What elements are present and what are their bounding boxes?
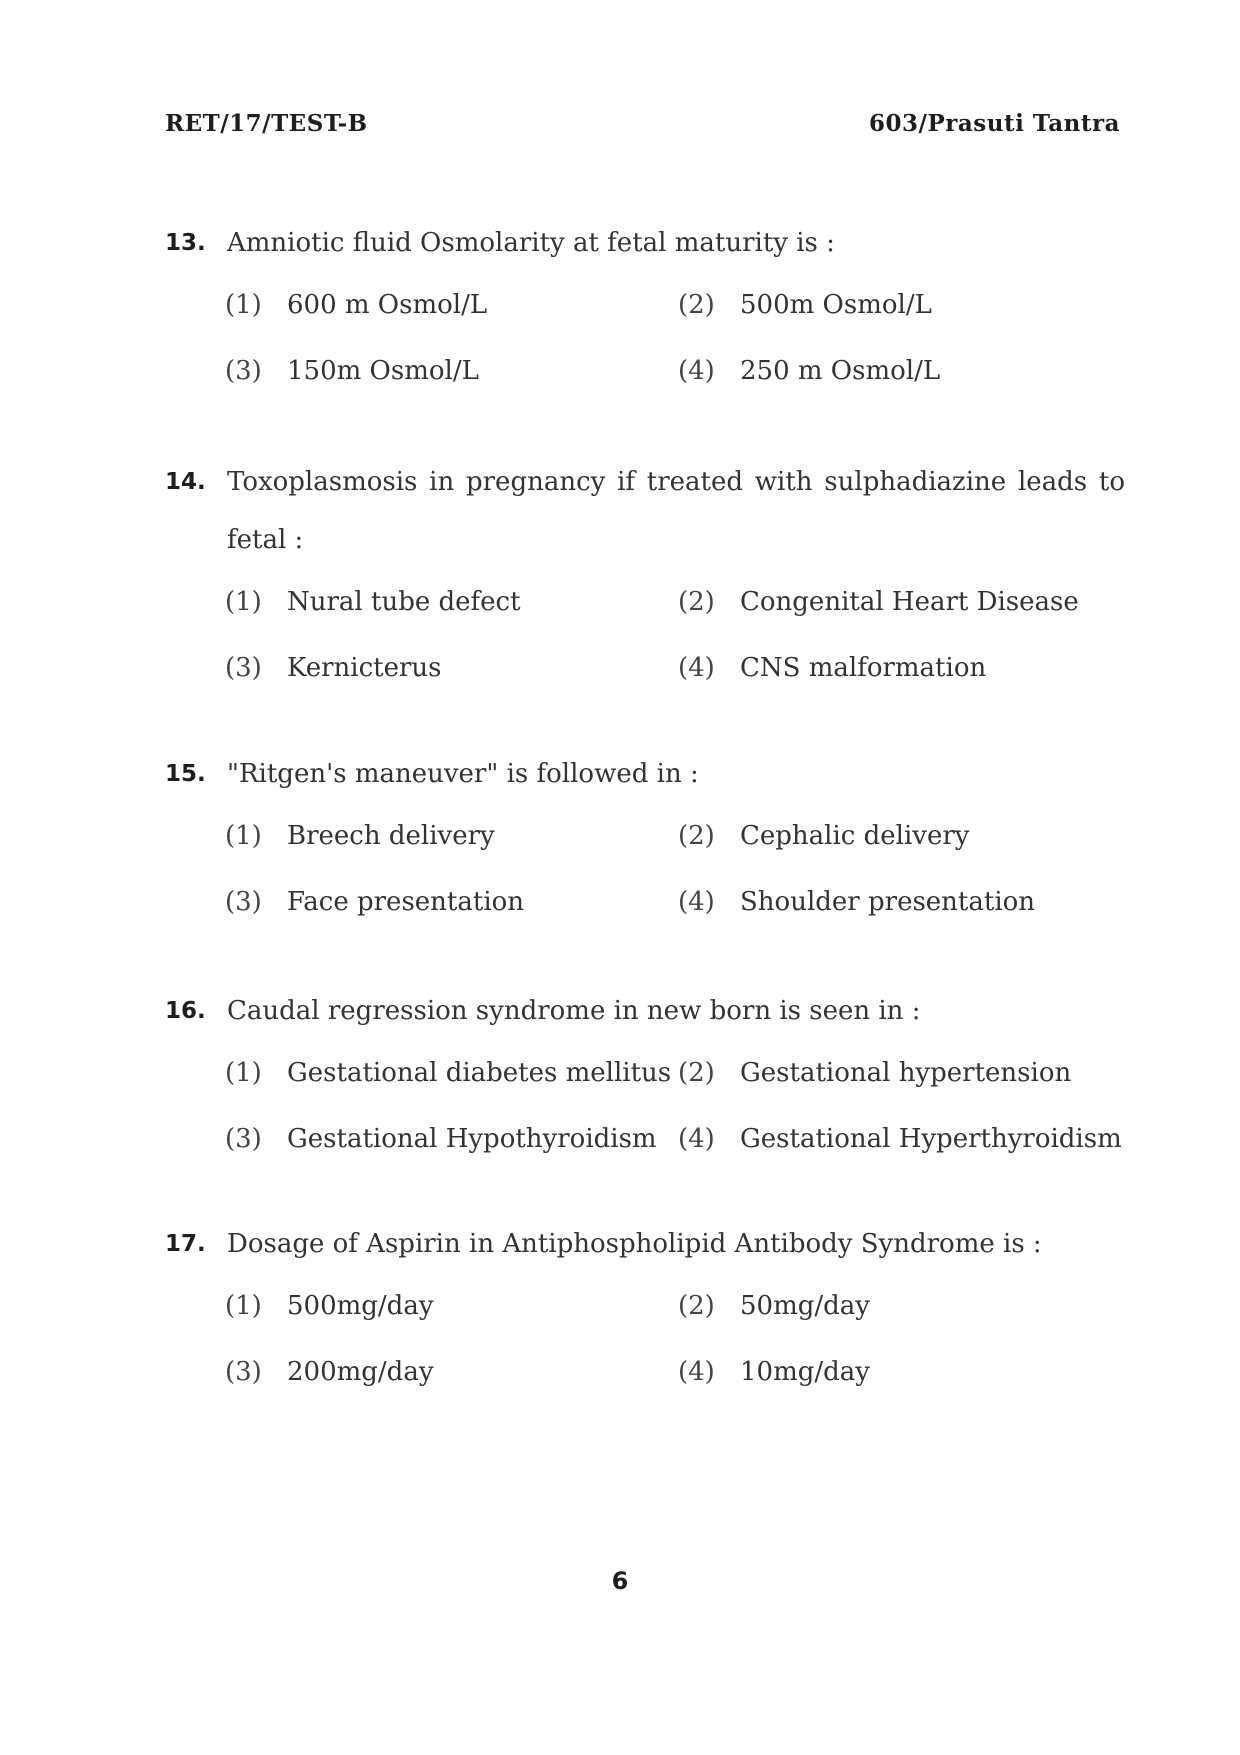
option-text: Gestational Hypothyroidism [287,1124,657,1154]
option-text: 150m Osmol/L [287,356,479,386]
question-number: 13. [165,230,206,256]
option-text: Congenital Heart Disease [740,587,1079,617]
option-text: 500m Osmol/L [740,290,932,320]
option-number: (2) [678,1291,715,1321]
option-number: (4) [678,887,715,917]
option-1 [225,1040,671,1106]
option-number: (1) [225,587,262,617]
option-text: 500mg/day [287,1291,434,1321]
option-number: (3) [225,1357,262,1387]
option-number: (3) [225,1124,262,1154]
option-text: Kernicterus [287,653,442,683]
option-text: 200mg/day [287,1357,434,1387]
option-4 [678,635,986,701]
question-text-continued: fetal : [227,525,304,555]
option-text: Gestational hypertension [740,1058,1072,1088]
question-text: "Ritgen's maneuver" is followed in : [227,759,699,789]
option-text: Face presentation [287,887,525,917]
option-number: (2) [678,1058,715,1088]
option-number: (1) [225,1058,262,1088]
option-1 [225,272,487,338]
question-14 [165,453,1125,701]
header-subject: 603/Prasuti Tantra [869,110,1120,137]
option-number: (1) [225,1291,262,1321]
option-3 [225,338,479,404]
option-text: Cephalic delivery [740,821,970,851]
option-2 [678,272,932,338]
option-number: (2) [678,587,715,617]
question-number: 15. [165,761,206,787]
option-text: Gestational Hyperthyroidism [740,1124,1122,1154]
option-1 [225,569,521,635]
option-text: 250 m Osmol/L [740,356,941,386]
option-number: (4) [678,1357,715,1387]
option-text: Gestational diabetes mellitus [287,1058,672,1088]
question-number: 14. [165,469,206,495]
option-1 [225,1273,434,1339]
option-text: Breech delivery [287,821,495,851]
question-15 [165,745,1125,935]
question-number: 17. [165,1231,206,1257]
question-text: Caudal regression syndrome in new born is seen in : [227,996,921,1026]
option-4 [678,338,940,404]
question-number: 16. [165,998,206,1024]
option-number: (3) [225,887,262,917]
question-13 [165,214,1125,404]
option-3 [225,1339,434,1405]
option-text: 600 m Osmol/L [287,290,488,320]
option-number: (3) [225,356,262,386]
question-text: Dosage of Aspirin in Antiphospholipid Antibody Syndrome is : [227,1229,1042,1259]
option-text: Nural tube defect [287,587,521,617]
question-text: Amniotic fluid Osmolarity at fetal maturity is : [227,228,835,258]
question-16 [165,982,1125,1172]
option-3 [225,869,524,935]
option-text: 10mg/day [740,1357,870,1387]
option-number: (2) [678,290,715,320]
header-exam-code: RET/17/TEST-B [165,110,368,137]
option-number: (4) [678,653,715,683]
option-3 [225,1106,657,1172]
option-number: (1) [225,821,262,851]
option-4 [678,1106,1122,1172]
question-17 [165,1215,1125,1405]
option-4 [678,1339,870,1405]
option-2 [678,1040,1071,1106]
option-number: (1) [225,290,262,320]
option-text: CNS malformation [740,653,987,683]
option-number: (4) [678,356,715,386]
option-text: Shoulder presentation [740,887,1036,917]
option-2 [678,569,1079,635]
option-2 [678,1273,870,1339]
option-number: (3) [225,653,262,683]
option-number: (2) [678,821,715,851]
option-3 [225,635,442,701]
option-1 [225,803,495,869]
option-4 [678,869,1035,935]
option-number: (4) [678,1124,715,1154]
page-number: 6 [611,1567,629,1595]
option-2 [678,803,969,869]
question-text: Toxoplasmosis in pregnancy if treated with sulphadiazine leads to [227,467,1125,497]
option-text: 50mg/day [740,1291,870,1321]
